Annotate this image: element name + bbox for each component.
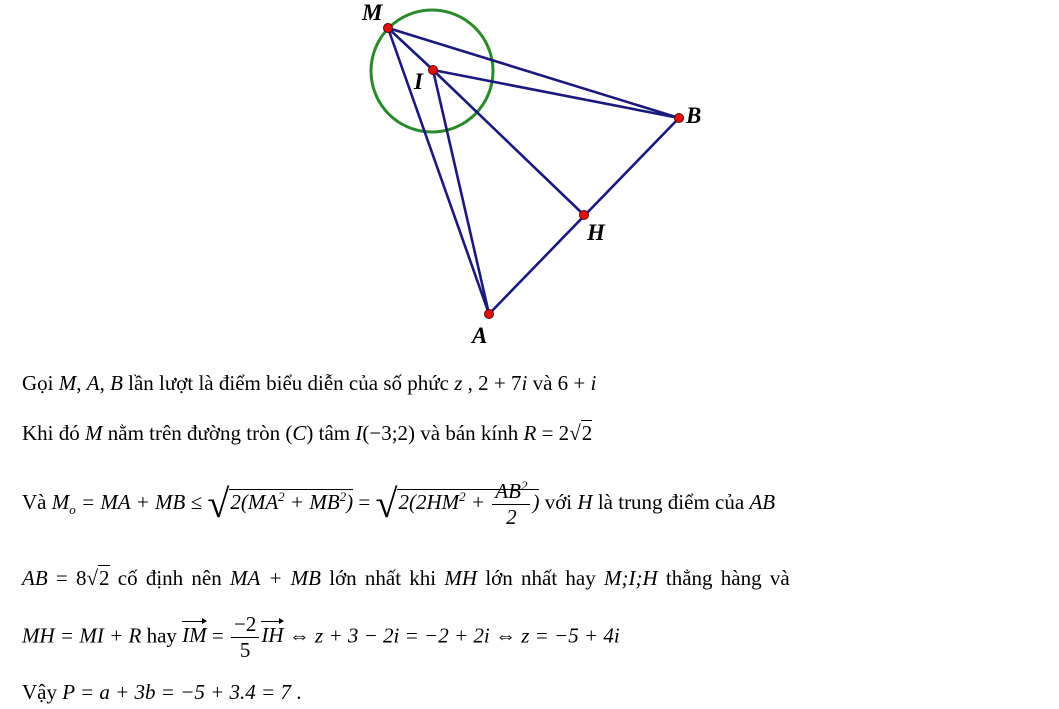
denominator: 2 <box>506 505 517 529</box>
math: B <box>110 371 123 395</box>
math: = 2 <box>536 421 570 445</box>
math: = <box>353 489 376 514</box>
text: Gọi <box>22 371 59 395</box>
math: , 2 + 7 <box>462 371 522 395</box>
math: i <box>590 371 597 395</box>
text: lớn nhất khi <box>320 566 445 590</box>
math: C <box>292 421 307 445</box>
text: Khi đó <box>22 421 85 445</box>
segment-ib <box>433 70 679 118</box>
math: 2 <box>278 488 285 504</box>
text: với <box>539 489 578 514</box>
point-a <box>485 310 494 319</box>
math: ) <box>346 489 354 514</box>
text: nằm trên đường tròn ( <box>102 421 293 445</box>
label-b: B <box>686 103 702 128</box>
math: z + 3 − 2i = −2 + 2i <box>315 623 490 648</box>
math: MH <box>444 566 478 590</box>
text: hay <box>141 623 183 648</box>
math: 2(2HM <box>398 489 460 514</box>
math <box>397 478 540 529</box>
sqrt-sign: √ <box>207 480 230 526</box>
vector-im: IM <box>182 623 207 648</box>
point-h <box>580 211 589 220</box>
text: là trung điểm của <box>592 489 750 514</box>
math: ) <box>532 489 540 514</box>
text: (−3;2) và bán kính <box>362 421 524 445</box>
math: A <box>86 371 100 395</box>
text: lớn nhất hay <box>477 566 604 590</box>
math: i <box>521 371 528 395</box>
math: + <box>465 489 491 514</box>
math: R <box>523 421 537 445</box>
label-a: A <box>472 323 488 348</box>
math: MA + MB <box>230 566 321 590</box>
math: AB <box>495 479 521 503</box>
math: = MA + MB ≤ <box>75 489 208 514</box>
text: cố định nên <box>109 566 231 590</box>
fraction <box>231 612 259 663</box>
math: 2 <box>99 566 110 590</box>
math: = 8 <box>47 566 87 590</box>
fraction <box>492 478 530 530</box>
solution-line-2 <box>22 421 592 446</box>
math: M <box>51 489 70 514</box>
text: , <box>76 371 87 395</box>
math: M <box>85 421 103 445</box>
math: = <box>206 623 229 648</box>
math: AB <box>22 566 48 590</box>
math: ⇔ <box>283 623 316 648</box>
solution-line-5 <box>22 612 620 663</box>
math: I <box>355 421 363 445</box>
math: z <box>454 371 463 395</box>
sqrt-sign: √ <box>375 480 398 526</box>
text: ) tâm <box>306 421 356 445</box>
sqrt-sign: √ <box>569 421 581 445</box>
label-i: I <box>414 69 423 94</box>
solution-line-6 <box>22 680 301 705</box>
math: 2 <box>339 488 347 504</box>
math: AB <box>749 489 776 514</box>
text: . <box>290 680 302 704</box>
math: o <box>69 502 76 517</box>
sqrt-sign: √ <box>86 566 99 590</box>
segment-ih <box>433 70 584 215</box>
math: ⇔ <box>489 623 522 648</box>
math: H <box>577 489 593 514</box>
point-b <box>675 114 684 123</box>
numerator: −2 <box>231 612 259 638</box>
math: 2(MA <box>230 489 279 514</box>
text: Và <box>22 489 52 514</box>
text: và 6 + <box>527 371 591 395</box>
math: M <box>58 371 77 395</box>
math: 2 <box>581 421 593 445</box>
geometry-figure <box>0 0 1059 350</box>
math: P = a + 3b = −5 + 3.4 = 7 <box>62 680 291 704</box>
point-i <box>429 66 438 75</box>
text: , <box>99 371 111 395</box>
vector-ih: IH <box>261 623 284 648</box>
solution-line-3 <box>22 478 775 530</box>
math: z = −5 + 4i <box>521 623 620 648</box>
text: lần lượt là điểm biểu diễn của số phức <box>122 371 455 395</box>
math <box>229 489 353 514</box>
denominator: 5 <box>239 638 251 662</box>
math: 2 <box>520 478 528 493</box>
solution-line-1 <box>22 371 596 396</box>
text: thẳng hàng và <box>657 566 790 590</box>
solution-line-4 <box>22 566 1052 591</box>
point-m <box>384 24 393 33</box>
numerator <box>492 478 530 505</box>
math: 2 <box>459 488 466 504</box>
math: + MB <box>284 489 340 514</box>
math: MH = MI + R <box>22 623 142 648</box>
label-h: H <box>587 220 605 245</box>
text: Vậy <box>22 680 63 704</box>
math: M;I;H <box>603 566 658 590</box>
label-m: M <box>362 0 383 25</box>
